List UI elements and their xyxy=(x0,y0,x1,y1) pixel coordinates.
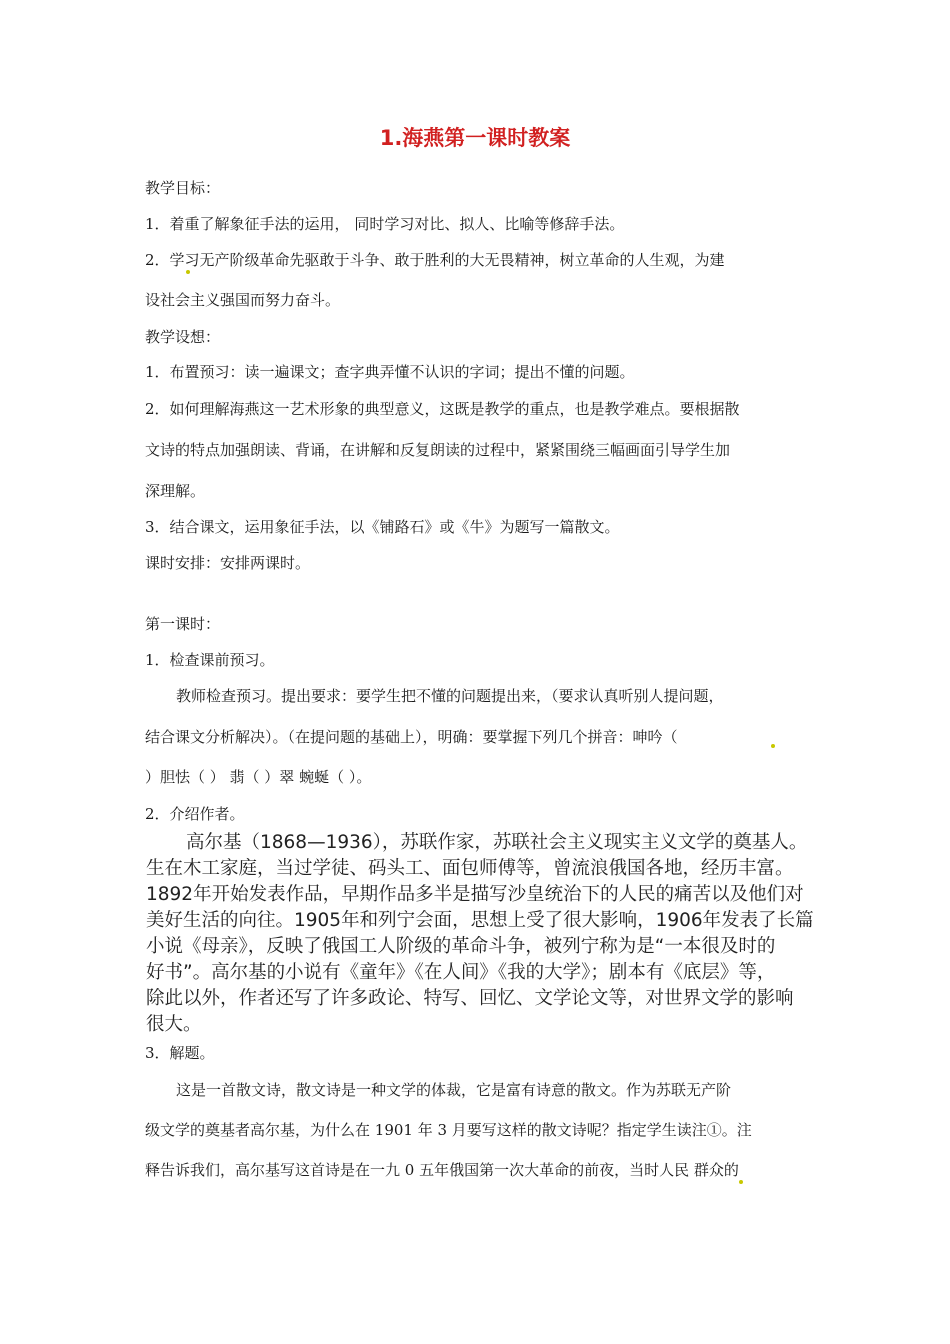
step-3-para-3: 释告诉我们，高尔基写这首诗是在一九 0 五年俄国第一次大革命的前夜，当时人民 群众的 xyxy=(145,1161,739,1179)
bio-line: 很大。 xyxy=(146,1014,202,1035)
bio-line: 高尔基（1868—1936），苏联作家，苏联社会主义现实主义文学的奠基人。 xyxy=(186,832,808,853)
step-1-para-3: ）胆怯（ ） 翡（ ）翠 蜿蜒（ ）。 xyxy=(145,768,372,786)
plan-3: 3．结合课文，运用象征手法，以《铺路石》或《牛》为题写一篇散文。 xyxy=(145,518,620,536)
goal-1: 1．着重了解象征手法的运用， 同时学习对比、拟人、比喻等修辞手法。 xyxy=(145,215,625,233)
bio-line: 小说《母亲》，反映了俄国工人阶级的革命斗争，被列宁称为是“一本很及时的 xyxy=(146,936,776,957)
step-3-para-2: 级文学的奠基者高尔基，为什么在 1901 年 3 月要写这样的散文诗呢？指定学生读注①。注 xyxy=(145,1121,752,1139)
heading-teaching-plan: 教学设想： xyxy=(145,328,221,346)
step-2: 2．介绍作者。 xyxy=(145,805,245,823)
step-1-para-1: 教师检查预习。提出要求：要学生把不懂的问题提出来，（要求认真听别人提问题， xyxy=(176,687,724,705)
author-bio-block xyxy=(146,830,826,1038)
speck-mark xyxy=(739,1180,743,1184)
step-1: 1．检查课前预习。 xyxy=(145,651,275,669)
heading-teaching-goals: 教学目标： xyxy=(145,179,221,197)
goal-2: 2．学习无产阶级革命先驱敢于斗争、敢于胜利的大无畏精神，树立革命的人生观，为建 xyxy=(145,251,725,269)
schedule: 课时安排：安排两课时。 xyxy=(145,554,311,572)
plan-2-cont-1: 文诗的特点加强朗读、背诵，在讲解和反复朗读的过程中，紧紧围绕三幅画面引导学生加 xyxy=(145,441,731,459)
bio-line: 生在木工家庭，当过学徒、码头工、面包师傅等，曾流浪俄国各地，经历丰富。 xyxy=(146,858,794,879)
plan-2-cont-2: 深理解。 xyxy=(145,482,206,500)
plan-2: 2．如何理解海燕这一艺术形象的典型意义，这既是教学的重点，也是教学难点。要根据散 xyxy=(145,400,740,418)
step-1-para-2: 结合课文分析解决）。（在提问题的基础上），明确：要掌握下列几个拼音：呻吟（ xyxy=(145,728,678,746)
step-3: 3．解题。 xyxy=(145,1044,215,1062)
bio-line: 美好生活的向往。1905年和列宁会面，思想上受了很大影响，1906年发表了长篇 xyxy=(146,910,814,931)
speck-mark xyxy=(771,744,775,748)
bio-line: 好书”。高尔基的小说有《童年》《在人间》《我的大学》；剧本有《底层》等， xyxy=(146,962,776,983)
goal-2-cont: 设社会主义强国而努力奋斗。 xyxy=(145,291,341,309)
document-title: 1.海燕第一课时教案 xyxy=(379,126,571,150)
step-3-para-1: 这是一首散文诗，散文诗是一种文学的体裁，它是富有诗意的散文。作为苏联无产阶 xyxy=(176,1081,732,1099)
bio-line: 1892年开始发表作品，早期作品多半是描写沙皇统治下的人民的痛苦以及他们对 xyxy=(146,884,804,905)
plan-1: 1．布置预习：读一遍课文；查字典弄懂不认识的字词；提出不懂的问题。 xyxy=(145,363,635,381)
heading-first-lesson: 第一课时： xyxy=(145,615,221,633)
speck-mark xyxy=(186,270,190,274)
bio-line: 除此以外，作者还写了许多政论、特写、回忆、文学论文等，对世界文学的影响 xyxy=(146,988,794,1009)
